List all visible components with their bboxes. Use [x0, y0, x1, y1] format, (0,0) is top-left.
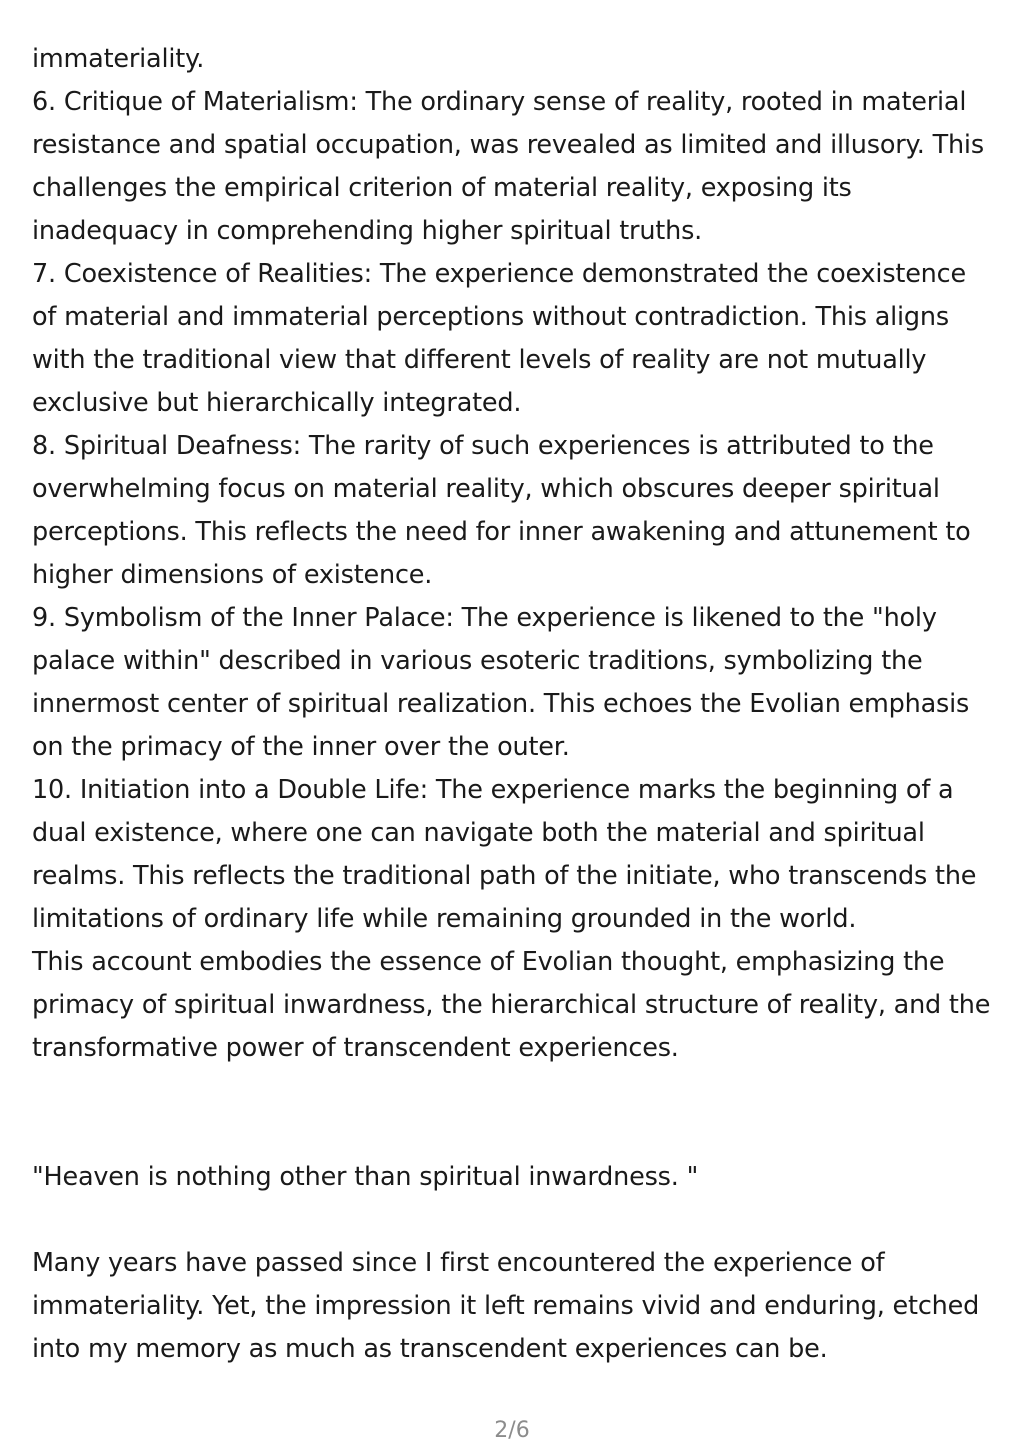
- list-item-8: 8. Spiritual Deafness: The rarity of such experiences is attributed to the overwhelming focus on material reality, which obscures deeper spiritual perceptions. This reflects the need for inner awakening and attunement to higher dimensions of existence.: [32, 431, 979, 590]
- page-indicator: 2/6: [494, 1418, 530, 1443]
- closing-paragraph: Many years have passed since I first encountered the experience of immateriality. Yet, the impression it left remains vivid and enduring, etched into my memory as much as transcendent experiences can be.: [32, 1248, 988, 1364]
- summary-paragraph: This account embodies the essence of Evolian thought, emphasizing the primacy of spiritual inwardness, the hierarchical structure of reality, and the transformative power of transcendent experiences.: [32, 947, 999, 1063]
- paragraph-continuation: immateriality.: [32, 44, 205, 74]
- list-item-9: 9. Symbolism of the Inner Palace: The experience is likened to the "holy palace within" described in various esoteric traditions, symbolizing the innermost center of spiritual realization. This echoes the Evolian emphasis on the primacy of the inner over the outer.: [32, 603, 978, 762]
- reader-page-content: [32, 38, 999, 1371]
- list-item-6: 6. Critique of Materialism: The ordinary sense of reality, rooted in material resistance and spatial occupation, was revealed as limited and illusory. This challenges the empirical criterion of material reality, exposing its inadequacy in comprehending higher spiritual truths.: [32, 87, 992, 246]
- spacer: [32, 1070, 994, 1156]
- list-item-7: 7. Coexistence of Realities: The experience demonstrated the coexistence of material and immaterial perceptions without contradiction. This aligns with the traditional view that different levels of reality are not mutually exclusive but hierarchically integrated.: [32, 259, 974, 418]
- quote-paragraph: "Heaven is nothing other than spiritual inwardness. ": [32, 1162, 699, 1192]
- spacer: [32, 1199, 994, 1242]
- list-item-10: 10. Initiation into a Double Life: The experience marks the beginning of a dual existence, where one can navigate both the material and spiritual realms. This reflects the traditional path of the initiate, who transcends the limitations of ordinary life while remaining grounded in the world.: [32, 775, 985, 934]
